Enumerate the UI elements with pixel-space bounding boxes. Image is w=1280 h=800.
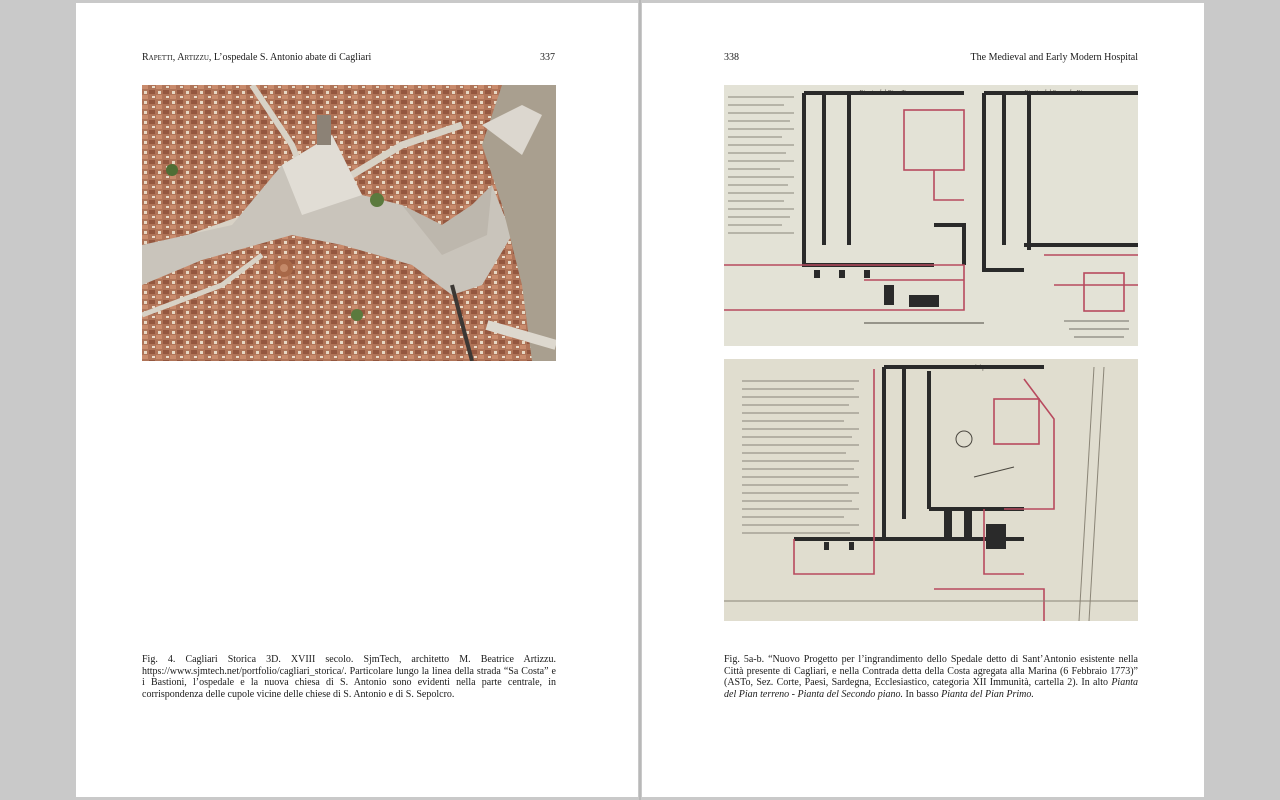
running-head-authors: Rapetti, Artizzu, xyxy=(142,52,212,63)
running-head-right: The Medieval and Early Modern Hospital xyxy=(970,52,1138,63)
caption-italic-bottom: Pianta del Pian Primo. xyxy=(941,688,1034,700)
running-head-left xyxy=(142,51,371,65)
right-page xyxy=(642,3,1204,797)
caption-text: Fig. 5a-b. “Nuovo Progetto per l’ingrandimento dello Spedale detto di Sant’Antonio esistente nella Città presente di Cagliari, e nella Contrada detta della Costa agregata alla Marina (6 Febbraio 1773)” (ASTo, Sez. Corte, Paesi, Sardegna, Ecclesiastico, categoria XII Immunità, cartella 2). In alto xyxy=(724,654,1138,689)
caption-text-mid: In basso xyxy=(903,688,942,700)
page-number-left: 337 xyxy=(540,52,555,63)
caption-italic-top: Pianta del Pian terreno - Pianta del Secondo piano. xyxy=(724,677,1138,700)
figure-5a-floor-plan-image xyxy=(724,85,1138,346)
figure-4-caption: Fig. 4. Cagliari Storica 3D. XVIII secolo. SjmTech, architetto M. Beatrice Artizzu. https://www.sjmtech.net/portfolio/cagliari_storica/. Particolare lungo la linea della strada “Sa Costa” e i Bastioni, l’ospedale e la nuova chiesa di S. Antonio sono evidenti nella parte centrale, in corrispondenza delle cupole vicine delle chiese di S. Antonio e di S. Sepolcro. xyxy=(142,654,556,700)
plan-bottom-label-first: Pianta del primo Piano xyxy=(954,364,1016,371)
book-gutter xyxy=(639,0,641,800)
figure-5b-floor-plan-image xyxy=(724,359,1138,621)
plan-top-label-ground: Pianta del Pian Terreno xyxy=(859,89,922,96)
left-page xyxy=(76,3,638,797)
running-head-title: L’ospedale S. Antonio abate di Cagliari xyxy=(213,52,372,63)
page-number-right: 338 xyxy=(724,52,739,63)
plan-top-label-second: Pianta del Secondo Piano xyxy=(1024,89,1092,96)
figure-5-caption xyxy=(724,654,1138,700)
figure-cagliari-3d-image xyxy=(142,85,556,361)
